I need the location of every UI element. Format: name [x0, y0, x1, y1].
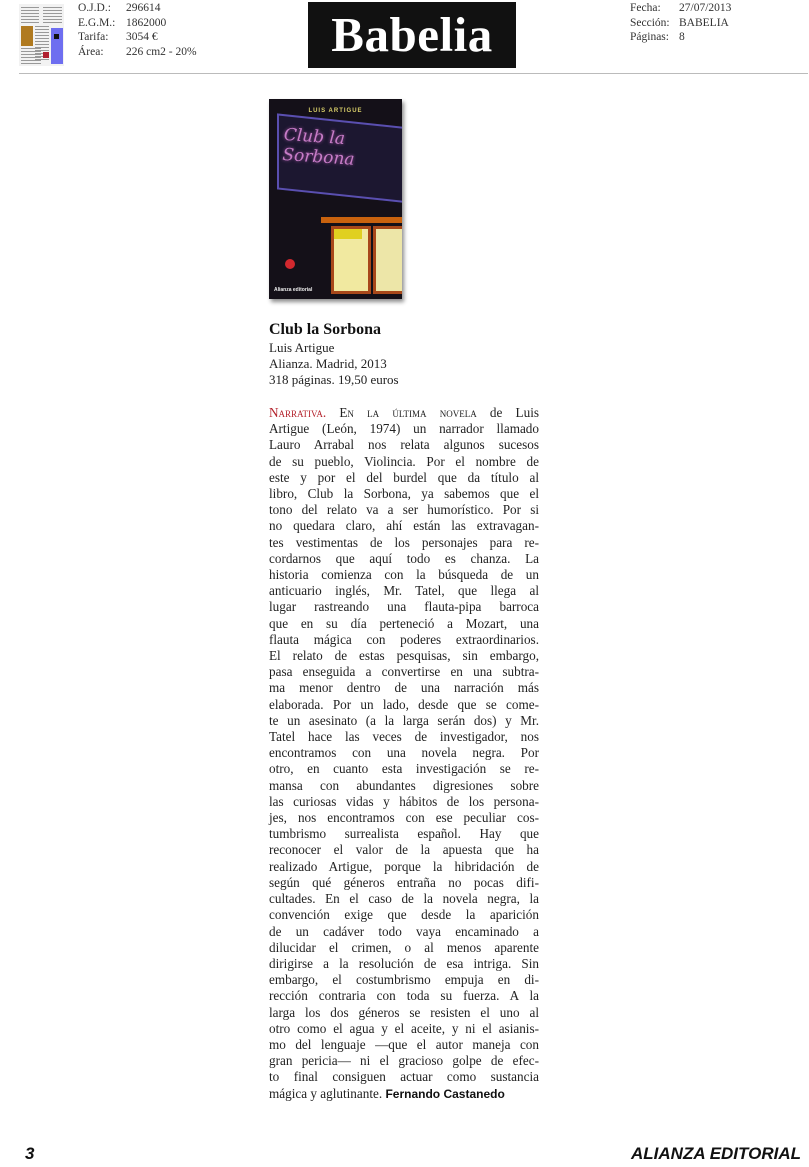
book-details: 318 páginas. 19,50 euros — [269, 372, 399, 387]
review-line — [269, 518, 539, 534]
review-signature: Fernando Castanedo — [385, 1086, 505, 1101]
review-line-text: según qué géneros entraña no pocas difi- — [269, 874, 539, 890]
cover-awning — [321, 217, 402, 223]
meta-value: 3054 € — [126, 31, 158, 43]
review-line — [269, 1021, 539, 1037]
meta-row-fecha — [630, 1, 731, 16]
cover-title: Club la Sorbona — [281, 124, 356, 170]
meta-value: BABELIA — [679, 16, 729, 29]
review-line-text: de su pueblo, Violincia. Por el nombre de — [269, 453, 539, 469]
review-line — [269, 616, 539, 632]
review-line-text: gran pericia— ni el gracioso golpe de efec- — [269, 1053, 539, 1069]
review-line-text: dilucidar el crimen, o al menos aparente — [269, 939, 539, 955]
review-line-text: elaborada. Por un lado, desde que se come- — [269, 696, 539, 712]
review-lead: En la última novela — [339, 405, 477, 420]
book-author: Luis Artigue — [269, 340, 335, 355]
review-line — [269, 794, 539, 810]
meta-label: E.G.M.: — [78, 16, 116, 29]
publication-logo: Babelia — [308, 2, 516, 68]
review-line-text: dirigirse a la resolución de esa intriga. Sin — [269, 955, 539, 971]
meta-row-seccion — [630, 16, 731, 31]
book-publisher: Alianza. Madrid, 2013 — [269, 356, 387, 371]
review-line-text: realizado Artigue, porque la hibridación de — [269, 858, 539, 874]
review-line-text: Lauro Arrabal nos relata algunos sucesos — [269, 437, 539, 453]
review-line-text: este y por el del burdel que da título al — [269, 469, 539, 485]
review-line — [269, 810, 539, 826]
page-thumbnail — [19, 4, 64, 66]
review-line-text: ma menor dentro de una narración más — [269, 680, 539, 696]
meta-row-tarifa — [78, 30, 197, 45]
review-line-text: te un asesinato (a la larga serán dos) y Mr. — [269, 712, 539, 728]
review-line-text: que en su día perteneció a Mozart, una — [269, 615, 539, 631]
review-line — [269, 1086, 539, 1102]
meta-label: Fecha: — [630, 2, 661, 14]
review-line-text: rección contraria con toda su fuerza. A la — [269, 988, 539, 1004]
review-line-text: encontramos con una novela negra. Por — [269, 745, 539, 761]
review-line — [269, 729, 539, 745]
review-line — [269, 1005, 539, 1021]
review-genre: Narrativa. — [269, 405, 327, 420]
review-line — [269, 891, 539, 907]
review-line-text: no quedara claro, ahí están las extravagan- — [269, 518, 539, 534]
review-line-text: Tatel hace las veces de investigador, nos — [269, 729, 539, 745]
review-line — [269, 972, 539, 988]
review-line-text: mágica y aglutinante. — [269, 1085, 386, 1101]
review-line — [269, 859, 539, 875]
review-line — [269, 632, 539, 648]
review-line — [269, 567, 539, 583]
review-line — [269, 599, 539, 615]
review-line-text: larga los dos géneros se resisten el uno al — [269, 1004, 539, 1020]
review-line-text: libro, Club la Sorbona, ya sabemos que el — [269, 486, 539, 502]
review-line — [269, 778, 539, 794]
review-line — [269, 648, 539, 664]
review-line — [269, 956, 539, 972]
review-line-text: historia comienza con la búsqueda de un — [269, 567, 539, 583]
review-line-text: lugar rastreando una flauta-pipa barroca — [269, 599, 539, 615]
review-line — [269, 454, 539, 470]
review-line — [269, 1069, 539, 1085]
review-line — [269, 486, 539, 502]
meta-value: 1862000 — [126, 16, 167, 29]
review-line-text: pasa enseguida a convertirse en una subtra- — [269, 664, 539, 680]
review-line-text: mo del lenguaje —que el autor maneja con — [269, 1036, 539, 1052]
review-line-text: to final consiguen actuar como sustancia — [269, 1069, 539, 1085]
review-line-text: tes vestimentas de los personajes para re- — [269, 534, 539, 550]
review-line — [269, 535, 539, 551]
cover-publisher: Alianza editorial — [274, 287, 313, 293]
book-cover-image — [269, 99, 402, 299]
page-number: 3 — [25, 1144, 35, 1163]
meta-value: 27/07/2013 — [679, 2, 732, 14]
footer-publisher: ALIANZA EDITORIAL — [631, 1144, 801, 1163]
review-line-text: cultades. En el caso de la novela negra, la — [269, 891, 539, 907]
review-line-text: convención exige que desde la aparición — [269, 907, 539, 923]
review-line — [269, 1037, 539, 1053]
cover-window — [373, 226, 402, 294]
review-line — [269, 875, 539, 891]
cover-author: LUIS ARTIGUE — [308, 108, 363, 114]
review-line — [269, 826, 539, 842]
review-line — [269, 697, 539, 713]
review-line-text: El relato de estas pesquisas, sin embargo, — [269, 648, 539, 664]
book-info — [269, 320, 559, 388]
review-line — [269, 502, 539, 518]
review-line — [269, 664, 539, 680]
review-line — [269, 1053, 539, 1069]
review-line-text: cordarnos que aquí todo es chanza. La — [269, 550, 539, 566]
review-line — [269, 907, 539, 923]
review-text — [269, 405, 539, 1102]
meta-value: 8 — [679, 31, 685, 43]
review-line — [269, 680, 539, 696]
meta-label: Área: — [78, 45, 104, 58]
review-line-text: tono del relato va a ser humorístico. Por si — [269, 502, 539, 518]
review-line-text: anticuario inglés, Mr. Tatel, que llega al — [269, 583, 539, 599]
review-line — [269, 421, 539, 437]
review-line-text: flauta mágica con poderes extraordinarios. — [269, 631, 539, 647]
meta-label: Tarifa: — [78, 31, 109, 43]
meta-row-egm — [78, 16, 197, 31]
review-line — [269, 842, 539, 858]
review-line — [269, 745, 539, 761]
review-line — [269, 713, 539, 729]
clipping-metadata-right — [630, 1, 731, 45]
meta-row-area — [78, 45, 197, 60]
meta-label: Sección: — [630, 16, 670, 29]
review-line — [269, 405, 539, 421]
review-line-text: embargo, el costumbrismo empuja en di- — [269, 972, 539, 988]
review-line-text: tumbrismo surrealista español. Hay que — [269, 826, 539, 842]
meta-label: O.J.D.: — [78, 2, 111, 14]
review-line-text: otro como el agua y el aceite, y ni el asianis- — [269, 1020, 539, 1036]
review-line-text: otro, en cuanto esta investigación se re- — [269, 761, 539, 777]
review-line — [269, 437, 539, 453]
review-line-text: jes, nos encontramos con ese peculiar cos- — [269, 810, 539, 826]
review-line — [269, 940, 539, 956]
review-line-text: de Luis — [476, 405, 539, 420]
review-line — [269, 583, 539, 599]
meta-row-ojd — [78, 1, 197, 16]
review-line-text: las curiosas vidas y hábitos de los persona- — [269, 793, 539, 809]
review-line-text: Artigue (León, 1974) un narrador llamado — [269, 421, 539, 437]
review-line-text: de un cadáver todo vaya encaminado a — [269, 923, 539, 939]
review-line — [269, 470, 539, 486]
header-divider — [19, 73, 808, 74]
clipping-metadata-left — [78, 1, 197, 59]
review-line — [269, 551, 539, 567]
meta-label: Páginas: — [630, 31, 669, 43]
meta-value: 226 cm2 - 20% — [126, 45, 197, 58]
meta-value: 296614 — [126, 2, 161, 14]
meta-row-paginas — [630, 30, 731, 45]
review-line — [269, 924, 539, 940]
cover-window-light — [334, 229, 362, 239]
review-line — [269, 761, 539, 777]
review-line — [269, 988, 539, 1004]
review-line-text: mansa con abundantes digresiones sobre — [269, 777, 539, 793]
review-line-text: reconocer el valor de la apuesta que ha — [269, 842, 539, 858]
book-title: Club la Sorbona — [269, 321, 382, 338]
cover-badge — [285, 259, 295, 269]
